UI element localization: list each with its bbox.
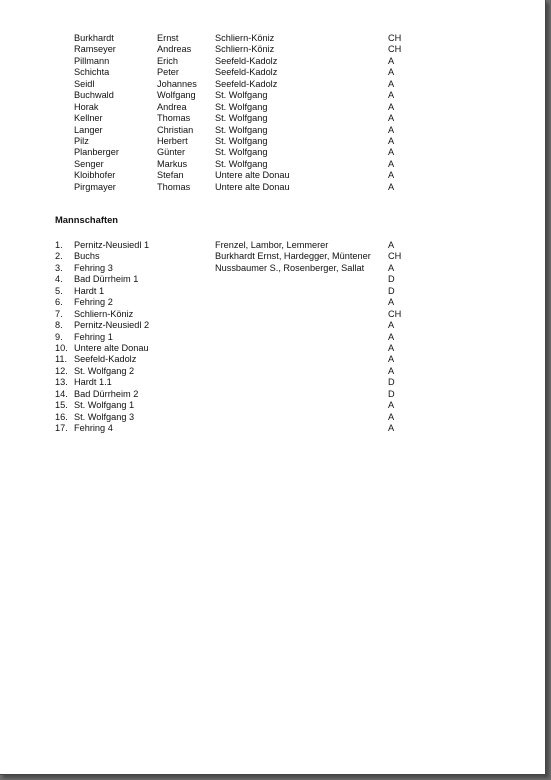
team-rank: 1. [55,240,63,250]
player-club: St. Wolfgang [215,158,268,169]
team-rank: 3. [55,262,63,273]
player-club: St. Wolfgang [215,90,268,101]
player-last-name: Kellner [74,113,103,124]
team-name: Untere alte Donau [74,342,149,353]
player-nation: A [388,147,395,158]
team-name: Bad Dürrheim 1 [74,274,139,285]
player-last-name: Horak [74,101,99,112]
team-rank: 6. [55,297,63,308]
player-first-name: Peter [157,67,179,78]
team-name: Pernitz-Neusiedl 1 [74,240,150,250]
player-nation: A [388,67,395,78]
player-last-name: Pilz [74,135,89,146]
section-title-mannschaften: Mannschaften [55,214,119,225]
team-name: Fehring 3 [74,262,113,273]
team-name: Seefeld-Kadolz [74,354,137,365]
player-nation: A [388,158,395,169]
team-members: Frenzel, Lambor, Lemmerer [215,240,329,250]
team-name: St. Wolfgang 2 [74,365,135,376]
player-last-name: Pirgmayer [74,181,116,192]
team-members: Burkhardt Ernst, Hardegger, Müntener [215,251,371,262]
team-name: Buchs [74,251,100,262]
player-nation: A [388,135,395,146]
player-nation: A [388,170,395,181]
player-nation: A [388,181,395,192]
player-club: Schliern-Köniz [215,33,275,43]
player-first-name: Wolfgang [157,90,196,101]
player-last-name: Seidl [74,78,95,89]
team-nation: CH [388,308,402,319]
team-nation: A [388,411,395,422]
team-nation: A [388,365,395,376]
team-name: Bad Dürrheim 2 [74,388,139,399]
player-club: Seefeld-Kadolz [215,55,278,66]
player-last-name: Schichta [74,67,110,78]
team-rank: 2. [55,251,63,262]
player-first-name: Thomas [157,181,191,192]
player-last-name: Pillmann [74,55,110,66]
team-rank: 11. [55,354,68,365]
team-nation: D [388,377,395,388]
player-club: Untere alte Donau [215,181,290,192]
player-club: Schliern-Köniz [215,44,275,55]
player-last-name: Ramseyer [74,44,116,55]
team-nation: CH [388,251,402,262]
player-last-name: Planberger [74,147,119,158]
player-last-name: Langer [74,124,103,135]
player-nation: A [388,113,395,124]
player-first-name: Herbert [157,135,188,146]
player-last-name: Buchwald [74,90,114,101]
team-nation: D [388,274,395,285]
team-name: Pernitz-Neusiedl 2 [74,320,150,331]
team-nation: A [388,423,395,433]
team-name: St. Wolfgang 3 [74,411,135,422]
player-club: St. Wolfgang [215,101,268,112]
team-nation: A [388,297,395,308]
player-nation: A [388,101,395,112]
player-last-name: Kloibhofer [74,170,116,181]
player-club: Untere alte Donau [215,170,290,181]
player-nation: A [388,90,395,101]
team-rank: 13. [55,377,68,388]
team-rank: 9. [55,331,63,342]
player-first-name: Andrea [157,101,187,112]
player-club: Seefeld-Kadolz [215,67,278,78]
team-name: Fehring 4 [74,423,113,433]
team-rank: 7. [55,308,63,319]
team-rank: 12. [55,365,68,376]
player-first-name: Ernst [157,33,179,43]
player-nation: A [388,124,395,135]
player-club: St. Wolfgang [215,147,268,158]
team-rank: 16. [55,411,68,422]
team-rank: 10. [55,342,68,353]
team-rank: 5. [55,285,63,296]
player-first-name: Erich [157,55,178,66]
player-first-name: Stefan [157,170,184,181]
player-first-name: Christian [157,124,194,135]
team-rank: 15. [55,400,68,411]
player-nation: A [388,78,395,89]
player-club: St. Wolfgang [215,113,268,124]
player-first-name: Andreas [157,44,192,55]
player-first-name: Johannes [157,78,197,89]
team-rank: 4. [55,274,63,285]
team-name: St. Wolfgang 1 [74,400,135,411]
team-nation: A [388,400,395,411]
team-nation: D [388,285,395,296]
team-name: Fehring 1 [74,331,113,342]
player-club: St. Wolfgang [215,135,268,146]
team-nation: A [388,320,395,331]
player-last-name: Burkhardt [74,33,114,43]
player-last-name: Senger [74,158,104,169]
team-name: Fehring 2 [74,297,113,308]
player-nation: CH [388,33,402,43]
player-first-name: Thomas [157,113,191,124]
team-name: Hardt 1 [74,285,105,296]
player-first-name: Markus [157,158,188,169]
player-nation: A [388,55,395,66]
team-rank: 17. [55,423,68,433]
player-first-name: Günter [157,147,186,158]
team-rank: 8. [55,320,63,331]
team-nation: A [388,262,395,273]
team-nation: A [388,354,395,365]
team-name: Hardt 1.1 [74,377,112,388]
team-nation: A [388,240,395,250]
team-members: Nussbaumer S., Rosenberger, Sallat [215,262,365,273]
team-rank: 14. [55,388,68,399]
team-nation: A [388,331,395,342]
team-name: Schliern-Köniz [74,308,134,319]
player-nation: CH [388,44,402,55]
team-nation: A [388,342,395,353]
team-nation: D [388,388,395,399]
player-club: Seefeld-Kadolz [215,78,278,89]
player-club: St. Wolfgang [215,124,268,135]
